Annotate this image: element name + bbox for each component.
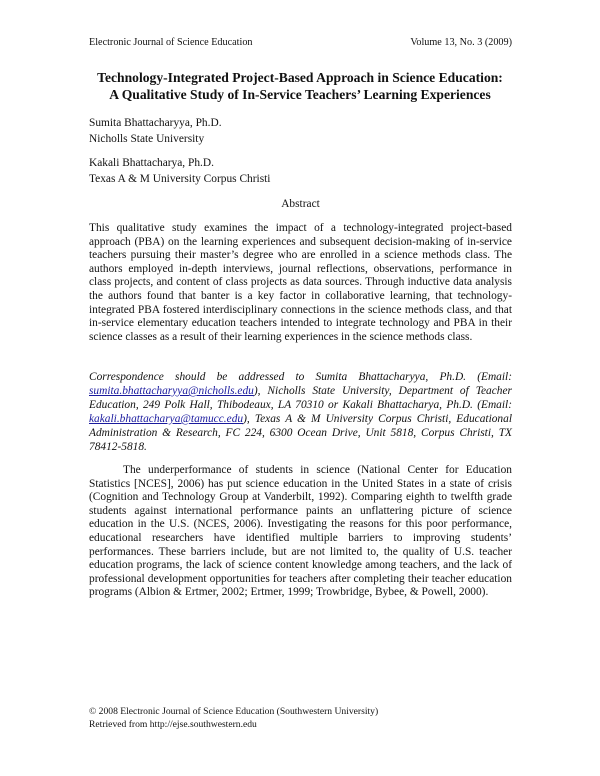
- author-affiliation: Texas A & M University Corpus Christi: [89, 172, 271, 185]
- author-affiliation: Nicholls State University: [89, 132, 205, 145]
- title-line-2: A Qualitative Study of In-Service Teachers’ Learning Experiences: [109, 87, 491, 102]
- retrieved-from: Retrieved from http://ejse.southwestern.edu: [89, 718, 257, 730]
- author-name: Sumita Bhattacharyya, Ph.D.: [89, 117, 222, 129]
- page-footer: [89, 706, 378, 731]
- author-block-2: [89, 156, 270, 187]
- abstract-text: This qualitative study examines the impact of a technology-integrated project-based approach (PBA) on the learning experiences and subsequent decision-making of in-service teachers pursuing their master’s degree who are enrolled in a science methods class. The authors employed in-depth interviews, journal reflections, observations, performance in class projects, and content of class projects as data sources. Through inductive data analysis the authors found that banter is a key factor in collaborative learning, that technology-integrated PBA fostered interdisciplinary connections in the science methods class, and that in-service elementary education teachers intended to integrate technology and PBA in their science classes as a result of their learning experiences in the science methods class.: [89, 222, 512, 343]
- body-paragraph: The underperformance of students in science (National Center for Education Statistics [NCES], 2006) has put science education in the United States in a state of crisis (Cognition and Technology Group at Vanderbilt, 1992). Comparing eighth to twelfth grade students against international performance paints an unflattering picture of science education in the U.S. (NCES, 2006). Investigating the reasons for this poor performance, educational researchers have identified multiple barriers to improving students’ performances. These barriers include, but are not limited to, the quality of U.S. teacher education programs, the lack of science content knowledge among teachers, and the lack of professional development opportunities for teachers after completing their teacher education programs (Albion & Ertmer, 2002; Ertmer, 1999; Trowbridge, Bybee, & Powell, 2000).: [89, 464, 512, 599]
- paper-title: [70, 69, 530, 103]
- author-block-1: [89, 116, 222, 147]
- abstract-heading: Abstract: [281, 198, 320, 210]
- correspondence-text-2: ), Nicholls State University, Department of Teacher Education, 249 Polk Hall, Thibodeaux, LA 70310 or Kakali Bhattacharya, Ph.D. (Email:: [89, 385, 512, 411]
- correspondence-note: [89, 370, 512, 454]
- volume-info: Volume 13, No. 3 (2009): [410, 37, 512, 48]
- correspondence-text-3: ), Texas A & M University Corpus Christi, Educational Administration & Research, FC 224, 6300 Ocean Drive, Unit 5818, Corpus Christi, TX 78412-5818.: [89, 413, 512, 453]
- author-name: Kakali Bhattacharya, Ph.D.: [89, 157, 214, 169]
- correspondence-text-1: Correspondence should be addressed to Sumita Bhattacharyya, Ph.D. (Email:: [89, 371, 512, 383]
- copyright-notice: © 2008 Electronic Journal of Science Education (Southwestern University): [89, 706, 379, 717]
- running-header: [89, 37, 512, 48]
- journal-name: Electronic Journal of Science Education: [89, 37, 253, 48]
- email-link-2[interactable]: kakali.bhattacharya@tamucc.edu: [89, 413, 244, 425]
- email-link-1[interactable]: sumita.bhattacharyya@nicholls.edu: [89, 385, 254, 397]
- title-line-1: Technology-Integrated Project-Based Approach in Science Education:: [97, 70, 503, 85]
